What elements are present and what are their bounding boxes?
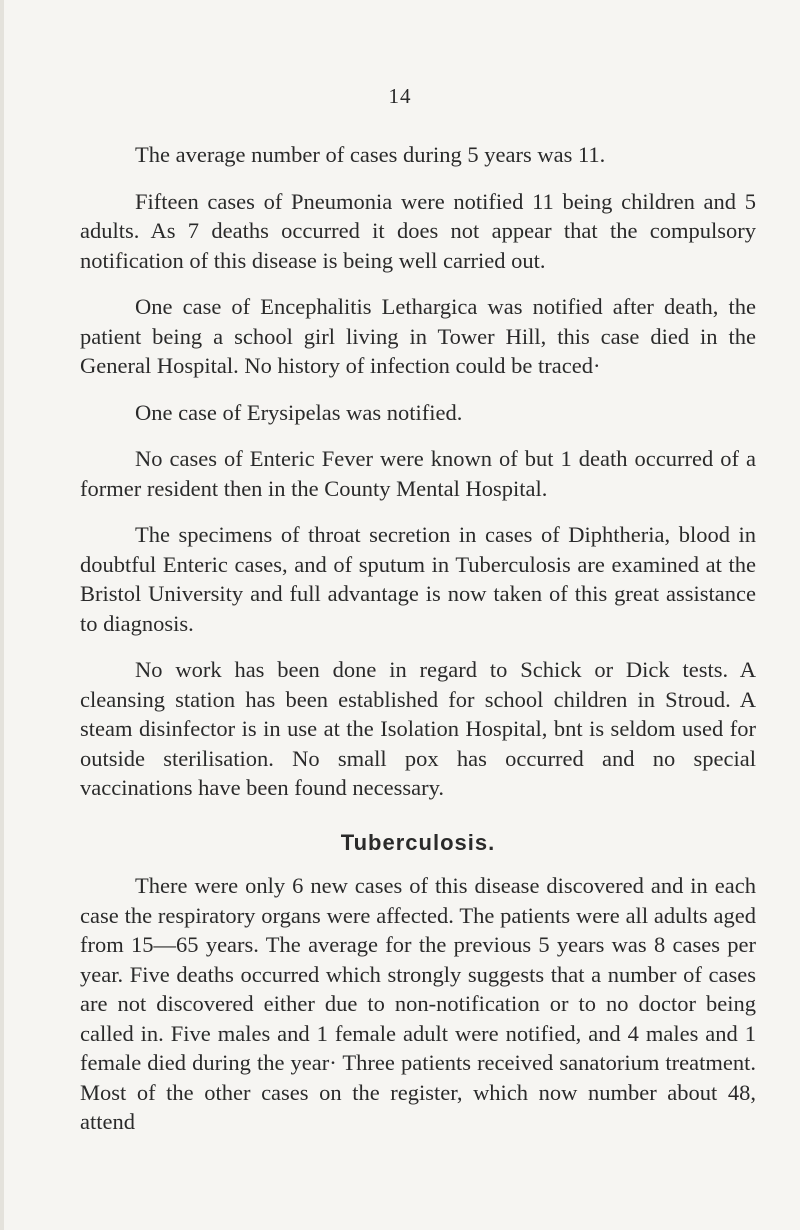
paragraph-specimens: The specimens of throat secretion in cases of Diphtheria, blood in doubtful Enteric cases, and of sputum in Tuberculosis are examined at the Bristol University and full advantage is now taken of this great assistance to diagnosis. [80, 522, 756, 636]
paragraph-average-cases: The average number of cases during 5 years was 11. [135, 142, 606, 167]
paragraph-erysipelas: One case of Erysipelas was notified. [135, 399, 463, 425]
paragraph-pneumonia: Fifteen cases of Pneumonia were notified 11 being children and 5 adults. As 7 deaths occurred it does not appear that the compulsory notification of this disease is being well carried out. [80, 188, 756, 273]
paragraph-schick-dick: No work has been done in regard to Schick or Dick tests. A cleansing station has been established for school children in Stroud. A steam disinfector is in use at the Isolation Hospital, bnt is seldom used for outside sterilisation. No small pox has occurred and no special vaccinations have been found necessary. [80, 657, 756, 800]
page-number: 14 [388, 84, 412, 108]
paragraph-tuberculosis: There were only 6 new cases of this disease discovered and in each case the respiratory organs were affected. The patients were all adults aged from 15—65 years. The average for the previous 5 years was 8 cases per year. Five deaths occurred which strongly suggests that a number of cases are not discovered either due to non-notification or to no doctor being called in. Five males and 1 female adult were notified, and 4 males and 1 female died during the year· Three patients received sanatorium treatment. Most of the other cases on the register, which now number about 48, attend [80, 873, 756, 1134]
section-heading-tuberculosis: Tuberculosis. [340, 829, 496, 855]
paragraph-encephalitis: One case of Encephalitis Lethargica was notified after death, the patient being a school girl living in Tower Hill, this case died in the General Hospital. No history of infection could be traced· [80, 294, 756, 378]
paragraph-enteric-fever: No cases of Enteric Fever were known of but 1 death occurred of a former resident then in the County Mental Hospital. [80, 446, 756, 501]
body-text [80, 140, 756, 1154]
page-edge [0, 0, 4, 1230]
